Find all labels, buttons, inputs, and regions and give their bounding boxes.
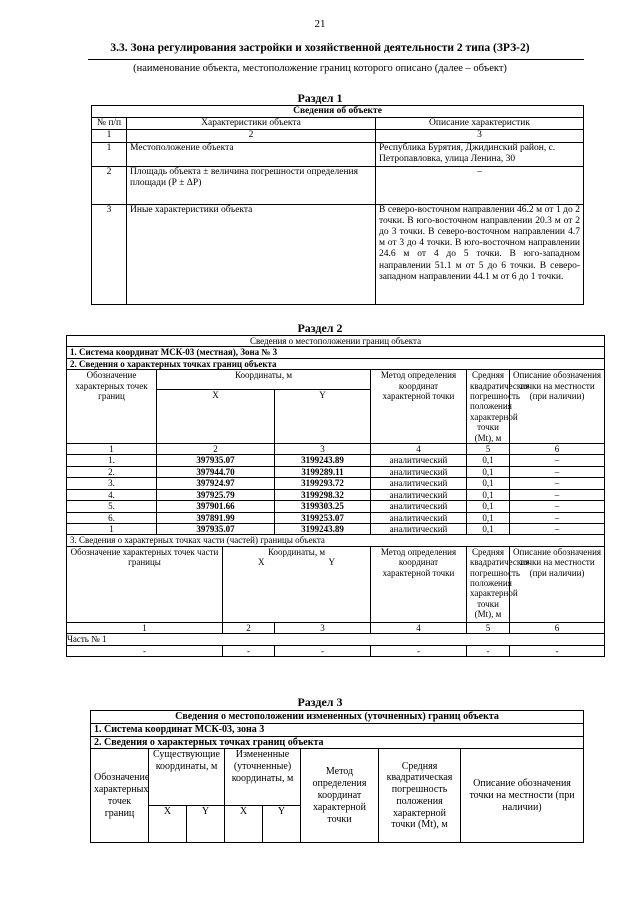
point-method: аналитический xyxy=(371,455,467,466)
col-number: 2 xyxy=(127,130,376,142)
point-designation: 6. xyxy=(67,512,157,523)
point-y: 3199253.07 xyxy=(275,512,371,523)
coordinate-system: 1. Система координат МСК-03 (местная), Зона № 3 xyxy=(67,347,605,358)
header-method: Метод определения координат характерной точки xyxy=(371,370,467,444)
s3-header-accuracy: Средняя квадратическая погрешность положения характерной точки (Mt), м xyxy=(379,749,461,843)
section3-points-title: 2. Сведения о характерных точках границ объекта xyxy=(91,736,584,749)
point-y: 3199293.72 xyxy=(275,478,371,489)
col-number: 2 xyxy=(157,444,275,455)
part-cell: - xyxy=(467,645,510,656)
header-number: № п/п xyxy=(92,118,127,130)
point-accuracy: 0,1 xyxy=(467,455,510,466)
header-y: Y xyxy=(275,390,371,444)
col-number: 3 xyxy=(376,130,584,142)
part-cell: - xyxy=(275,645,371,656)
section3-table-title: Сведения о местоположении измененных (уточненных) границ объекта xyxy=(91,711,584,724)
parts-header-designation: Обозначение характерных точек части границы xyxy=(67,546,223,622)
parts-col-number: 4 xyxy=(371,622,467,633)
point-designation: 3. xyxy=(67,478,157,489)
point-description: – xyxy=(510,455,605,466)
point-designation: 1 xyxy=(67,523,157,534)
row-characteristic: Местоположение объекта xyxy=(127,142,376,166)
parts-col-number: 1 xyxy=(67,622,223,633)
table-row xyxy=(67,455,605,466)
point-description: – xyxy=(510,501,605,512)
point-accuracy: 0,1 xyxy=(467,501,510,512)
section1-table xyxy=(91,105,584,305)
s3-header-y1: Y xyxy=(187,806,225,843)
table-row xyxy=(67,523,605,534)
parts-header-x: X xyxy=(258,557,265,568)
point-description: – xyxy=(510,466,605,477)
point-method: аналитический xyxy=(371,512,467,523)
point-description: – xyxy=(510,489,605,500)
point-x: 397924.97 xyxy=(157,478,275,489)
part-label: Часть № 1 xyxy=(67,634,605,645)
parts-title: 3. Сведения о характерных точках части (частей) границы объекта xyxy=(67,535,605,546)
point-method: аналитический xyxy=(371,489,467,500)
parts-header-coords-label: Координаты, м xyxy=(267,546,326,557)
point-designation: 1. xyxy=(67,455,157,466)
section3-table xyxy=(90,710,584,843)
row-number: 2 xyxy=(92,166,127,204)
point-accuracy: 0,1 xyxy=(467,489,510,500)
parts-header-method: Метод определения координат характерной точки xyxy=(371,546,467,622)
points-title: 2. Сведения о характерных точках границ объекта xyxy=(67,358,605,369)
s3-header-x1: X xyxy=(149,806,187,843)
row-number: 3 xyxy=(92,204,127,304)
point-description: – xyxy=(510,523,605,534)
point-y: 3199243.89 xyxy=(275,523,371,534)
col-number: 6 xyxy=(510,444,605,455)
parts-header-y: Y xyxy=(328,557,335,568)
header-description: Описание характеристик xyxy=(376,118,584,130)
document-subtitle: (наименование объекта, местоположение границ которого описано (далее – объект) xyxy=(133,63,507,74)
s3-header-existing: Существующие координаты, м xyxy=(149,749,225,806)
parts-col-number: 3 xyxy=(275,622,371,633)
point-accuracy: 0,1 xyxy=(467,512,510,523)
header-point-description: Описание обозначения точки на местности (при наличии) xyxy=(510,370,605,444)
point-designation: 5. xyxy=(67,501,157,512)
table-row xyxy=(67,489,605,500)
header-accuracy-spacer: Средняя квадратическая погрешность положения характерной точки (Mt), м xyxy=(467,370,510,444)
header-x: X xyxy=(157,390,275,444)
part-cell: - xyxy=(223,645,275,656)
page-number: 21 xyxy=(314,18,326,30)
point-accuracy: 0,1 xyxy=(467,466,510,477)
parts-col-number: 2 xyxy=(223,622,275,633)
row-description: Республика Бурятия, Джидинский район, с. Петропавловка, улица Ленина, 30 xyxy=(376,142,584,166)
point-method: аналитический xyxy=(371,523,467,534)
point-designation: 4. xyxy=(67,489,157,500)
point-y: 3199289.11 xyxy=(275,466,371,477)
table-row xyxy=(67,501,605,512)
table-row xyxy=(67,478,605,489)
section3-heading: Раздел 3 xyxy=(297,695,343,709)
parts-col-number: 6 xyxy=(510,622,605,633)
s3-header-designation: Обозначение характерных точек границ xyxy=(91,749,149,843)
row-characteristic: Площадь объекта ± величина погрешности определения площади (Р ± ΔР) xyxy=(127,166,376,204)
parts-header-accuracy: Средняя квадратическая погрешность положения характерной точки (Mt), м xyxy=(467,546,510,622)
point-y: 3199298.32 xyxy=(275,489,371,500)
part-cell: - xyxy=(67,645,223,656)
header-characteristic: Характеристики объекта xyxy=(127,118,376,130)
point-description: – xyxy=(510,478,605,489)
section3-coordinate-system: 1. Система координат МСК-03, зона 3 xyxy=(91,723,584,736)
point-method: аналитический xyxy=(371,466,467,477)
row-description: В северо-восточном направлении 46.2 м от 1 до 2 точки. В юго-восточном направлении 20.3 м от 2 до 3 точки. В северо-восточном направлении 4.7 м от 3 до 4 точки. В юго-восточном направлении 24.6 м от 4 до 5 точки. В юго-западном направлении 51.1 м от 5 до 6 точки. В северо-западном направлении 44.1 м от 6 до 1 точки. xyxy=(376,204,584,304)
row-characteristic: Иные характеристики объекта xyxy=(127,204,376,304)
point-x: 397935.07 xyxy=(157,455,275,466)
header-designation: Обозначение характерных точек границ xyxy=(67,370,157,444)
parts-col-number: 5 xyxy=(467,622,510,633)
col-number: 5 xyxy=(467,444,510,455)
part-cell: - xyxy=(371,645,467,656)
table-row xyxy=(67,512,605,523)
point-x: 397944.70 xyxy=(157,466,275,477)
point-accuracy: 0,1 xyxy=(467,478,510,489)
s3-header-changed: Измененные (уточненные) координаты, м xyxy=(225,749,301,806)
section1-heading: Раздел 1 xyxy=(297,91,343,105)
point-x: 397935.07 xyxy=(157,523,275,534)
section2-table xyxy=(66,335,605,657)
point-designation: 2. xyxy=(67,466,157,477)
point-x: 397891.99 xyxy=(157,512,275,523)
header-coordinates: Координаты, м xyxy=(157,370,371,390)
col-number: 1 xyxy=(92,130,127,142)
point-accuracy: 0,1 xyxy=(467,523,510,534)
point-method: аналитический xyxy=(371,478,467,489)
point-x: 397925.79 xyxy=(157,489,275,500)
s3-header-method: Метод определения координат характерной точки xyxy=(301,749,379,843)
row-number: 1 xyxy=(92,142,127,166)
point-description: – xyxy=(510,512,605,523)
section2-table-title: Сведения о местоположении границ объекта xyxy=(67,336,605,347)
col-number: 3 xyxy=(275,444,371,455)
col-number: 1 xyxy=(67,444,157,455)
point-y: 3199303.25 xyxy=(275,501,371,512)
table-row xyxy=(67,466,605,477)
parts-header-description: Описание обозначения точки на местности (при наличии) xyxy=(510,546,605,622)
part-cell: - xyxy=(510,645,605,656)
point-x: 397901.66 xyxy=(157,501,275,512)
col-number: 4 xyxy=(371,444,467,455)
point-method: аналитический xyxy=(371,501,467,512)
section2-heading: Раздел 2 xyxy=(297,321,343,335)
parts-header-coordinates xyxy=(223,546,371,622)
s3-header-x2: X xyxy=(225,806,263,843)
row-description: – xyxy=(376,166,584,204)
section1-table-title: Сведения об объекте xyxy=(92,106,584,118)
s3-header-y2: Y xyxy=(263,806,301,843)
s3-header-description: Описание обозначения точки на местности (при наличии) xyxy=(461,749,584,843)
point-y: 3199243.89 xyxy=(275,455,371,466)
document-title: 3.3. Зона регулирования застройки и хозяйственной деятельности 2 типа (ЗРЗ-2) xyxy=(110,42,530,54)
title-underline xyxy=(88,59,584,60)
